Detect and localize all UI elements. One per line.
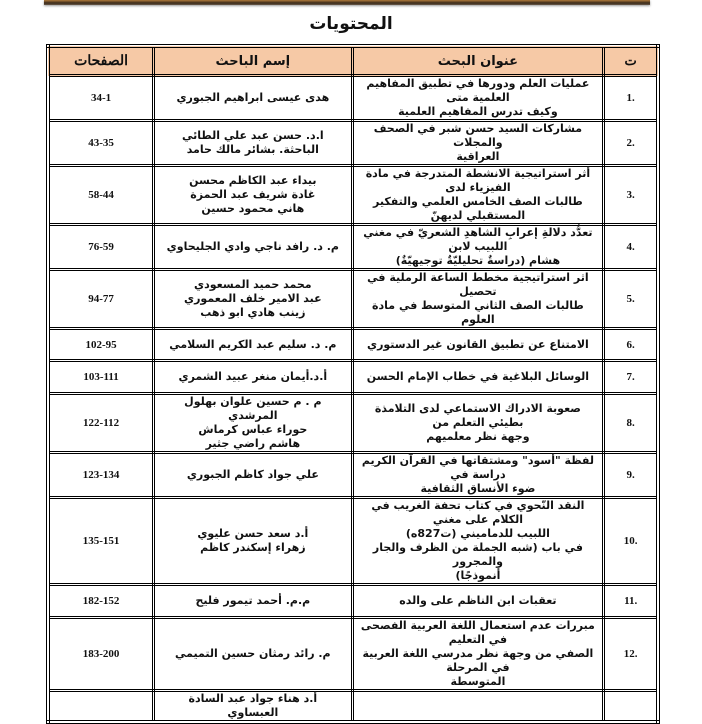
row-number: .6 [604, 329, 658, 361]
page-range: 94-77 [48, 270, 154, 329]
researcher-name: عبد الامير خلف المعموري [184, 292, 322, 305]
title-line: وجهة نظر معلميهم [426, 430, 530, 443]
title-line: صعوبة الادراك الاستماعي لدى التلامذة بطيئي التعلم من [374, 402, 581, 429]
title-line: طالبات الصف الثاني المتوسط في مادة العلوم [372, 299, 584, 326]
researcher-name: غادة شريف عبد الحمزة [190, 188, 316, 201]
table-body [48, 76, 658, 723]
top-divider-rule [44, 0, 650, 5]
title-line: في باب (شبه الجملة من الظرف والجار والمجرور [372, 541, 583, 568]
researcher-name: علي جواد كاظم الجبوري [186, 468, 319, 481]
row-number: .8 [604, 394, 658, 453]
contents-table [46, 44, 660, 724]
researcher-name: أ.د هناء جواد عبد السادة العبساوي [188, 692, 318, 719]
page-range: 183-200 [48, 618, 154, 691]
table-row [48, 270, 658, 329]
header-researcher: إسم الباحث [154, 46, 352, 76]
title-line: الامتناع عن تطبيق القانون غير الدستوري [367, 337, 589, 351]
title-line: مبررات عدم استعمال اللغة العربية الفصحى في التعليم [360, 619, 595, 646]
page-range: 135-151 [48, 498, 154, 585]
researcher-name: محمد حميد المسعودي [194, 278, 312, 291]
page-range [48, 691, 154, 723]
title-line: عمليات العلم ودورها في تطبيق المفاهيم العلمية متى [366, 77, 590, 104]
researcher-names [154, 361, 352, 394]
page-range: 103-111 [48, 361, 154, 394]
researcher-names [154, 270, 352, 329]
table-row [48, 618, 658, 691]
researcher-names [154, 498, 352, 585]
table-row [48, 76, 658, 121]
title-line: وكيف تدرس المفاهيم العلمية [398, 105, 558, 118]
title-line: مشاركات السيد حسن شبر في الصحف والمجلات [373, 122, 583, 149]
row-number: .11 [604, 585, 658, 618]
researcher-names [154, 618, 352, 691]
row-number: .5 [604, 270, 658, 329]
research-title [352, 329, 604, 361]
researcher-names [154, 453, 352, 498]
researcher-names [154, 166, 352, 225]
researcher-name: هدى عيسى ابراهيم الجبوري [176, 91, 330, 104]
research-title [352, 394, 604, 453]
table-row [48, 394, 658, 453]
page-range: 182-152 [48, 585, 154, 618]
research-title [352, 453, 604, 498]
page-range: 34-1 [48, 76, 154, 121]
page-title: المحتويات [309, 14, 393, 34]
header-number: ت [604, 46, 658, 76]
title-line: المتوسطة [450, 675, 506, 688]
table-row [48, 166, 658, 225]
title-line: أثر استراتيجية الانشطة المتدرجة في مادة الفيزياء لدى [365, 167, 591, 194]
researcher-name: الباحثة. بشائر مالك حامد [186, 143, 319, 156]
researcher-name: م. د. رافد ناجي وادي الجليحاوي [166, 240, 339, 253]
row-number: .4 [604, 225, 658, 270]
research-title [352, 225, 604, 270]
table-row [48, 121, 658, 166]
title-line: الوسائل البلاغية في خطاب الإمام الحسن [366, 370, 590, 383]
page-range: 122-112 [48, 394, 154, 453]
header-pages: الصفحات [48, 46, 154, 76]
title-line: تعدُّد دلالةِ إعرابِ الشاهدِ الشعريّ في مغني اللبيب لابن [363, 226, 593, 253]
row-number: .10 [604, 498, 658, 585]
researcher-name: هاني محمود حسين [201, 202, 305, 215]
research-title [352, 76, 604, 121]
researcher-name: بيداء عبد الكاظم محسن [189, 174, 317, 187]
researcher-name: أ.د سعد حسن عليوي [197, 527, 309, 540]
research-title [352, 121, 604, 166]
research-title [352, 585, 604, 618]
title-line: أنموذجًا) [455, 569, 501, 582]
researcher-name: م.م. أحمد تيمور فليح [195, 594, 311, 607]
page-range: 76-59 [48, 225, 154, 270]
table-row [48, 691, 658, 723]
title-line: العراقية [456, 150, 500, 163]
table-row [48, 498, 658, 585]
row-number: .9 [604, 453, 658, 498]
title-line: هشام (دراسةٌ تحليليّةٌ توجيهيّةٌ) [395, 254, 561, 267]
research-title [352, 498, 604, 585]
researcher-name: أ.د.أيمان منغر عبيد الشمري [178, 370, 328, 383]
researcher-name: حوراء عباس كرماش [198, 423, 308, 436]
title-line: ضوء الأنساق الثقافية [420, 482, 536, 495]
researcher-name: هاشم راضي جثير [205, 437, 301, 450]
table-row [48, 225, 658, 270]
row-number: .1 [604, 76, 658, 121]
page-range: 43-35 [48, 121, 154, 166]
header-title: عنوان البحث [352, 46, 604, 76]
table-row [48, 585, 658, 618]
page-range: 58-44 [48, 166, 154, 225]
row-number: .3 [604, 166, 658, 225]
title-line: الصفي من وجهة نظر مدرسي اللغة العربية في المرحلة [362, 647, 594, 674]
title-line: النقد النّحوي في كتاب تحفة الغريب في الكلام على مغني [371, 499, 585, 526]
title-line: تعقبات ابن الناظم على والده [399, 594, 557, 607]
table-row [48, 453, 658, 498]
researcher-name: زينب هادي ابو ذهب [200, 306, 306, 319]
title-line: اثر استراتيجية مخطط الساعة الرملية في تحصيل [367, 271, 589, 298]
row-number: .2 [604, 121, 658, 166]
researcher-names [154, 585, 352, 618]
researcher-names [154, 329, 352, 361]
researcher-names [154, 394, 352, 453]
row-number: .7 [604, 361, 658, 394]
page-range: 102-95 [48, 329, 154, 361]
researcher-names [154, 76, 352, 121]
researcher-name: م . م حسين علوان بهلول المرشدي [184, 395, 322, 422]
researcher-name: م. رائد رمثان حسين التميمي [175, 647, 331, 660]
researcher-names [154, 691, 352, 723]
research-title [352, 166, 604, 225]
research-title [352, 691, 604, 723]
researcher-name: م. د. سليم عبد الكريم السلامي [169, 337, 337, 351]
title-line: لفظة "أسود" ومشتقاتها في القرآن الكريم دراسة في [361, 454, 594, 481]
row-number [604, 691, 658, 723]
table-row [48, 329, 658, 361]
title-line: طالبات الصف الخامس العلمي والتفكير المستقبلي لديهنّ [373, 195, 583, 222]
researcher-name: زهراء إسكندر كاظم [200, 541, 306, 554]
researcher-names [154, 225, 352, 270]
researcher-names [154, 121, 352, 166]
page-range: 123-134 [48, 453, 154, 498]
table-header-row [48, 46, 658, 76]
research-title [352, 270, 604, 329]
table-row [48, 361, 658, 394]
row-number: .12 [604, 618, 658, 691]
research-title [352, 361, 604, 394]
researcher-name: ا.د. حسن عبد علي الطائي [182, 129, 324, 142]
title-line: اللبيب للدماميني (ت827ه) [405, 527, 550, 540]
research-title [352, 618, 604, 691]
